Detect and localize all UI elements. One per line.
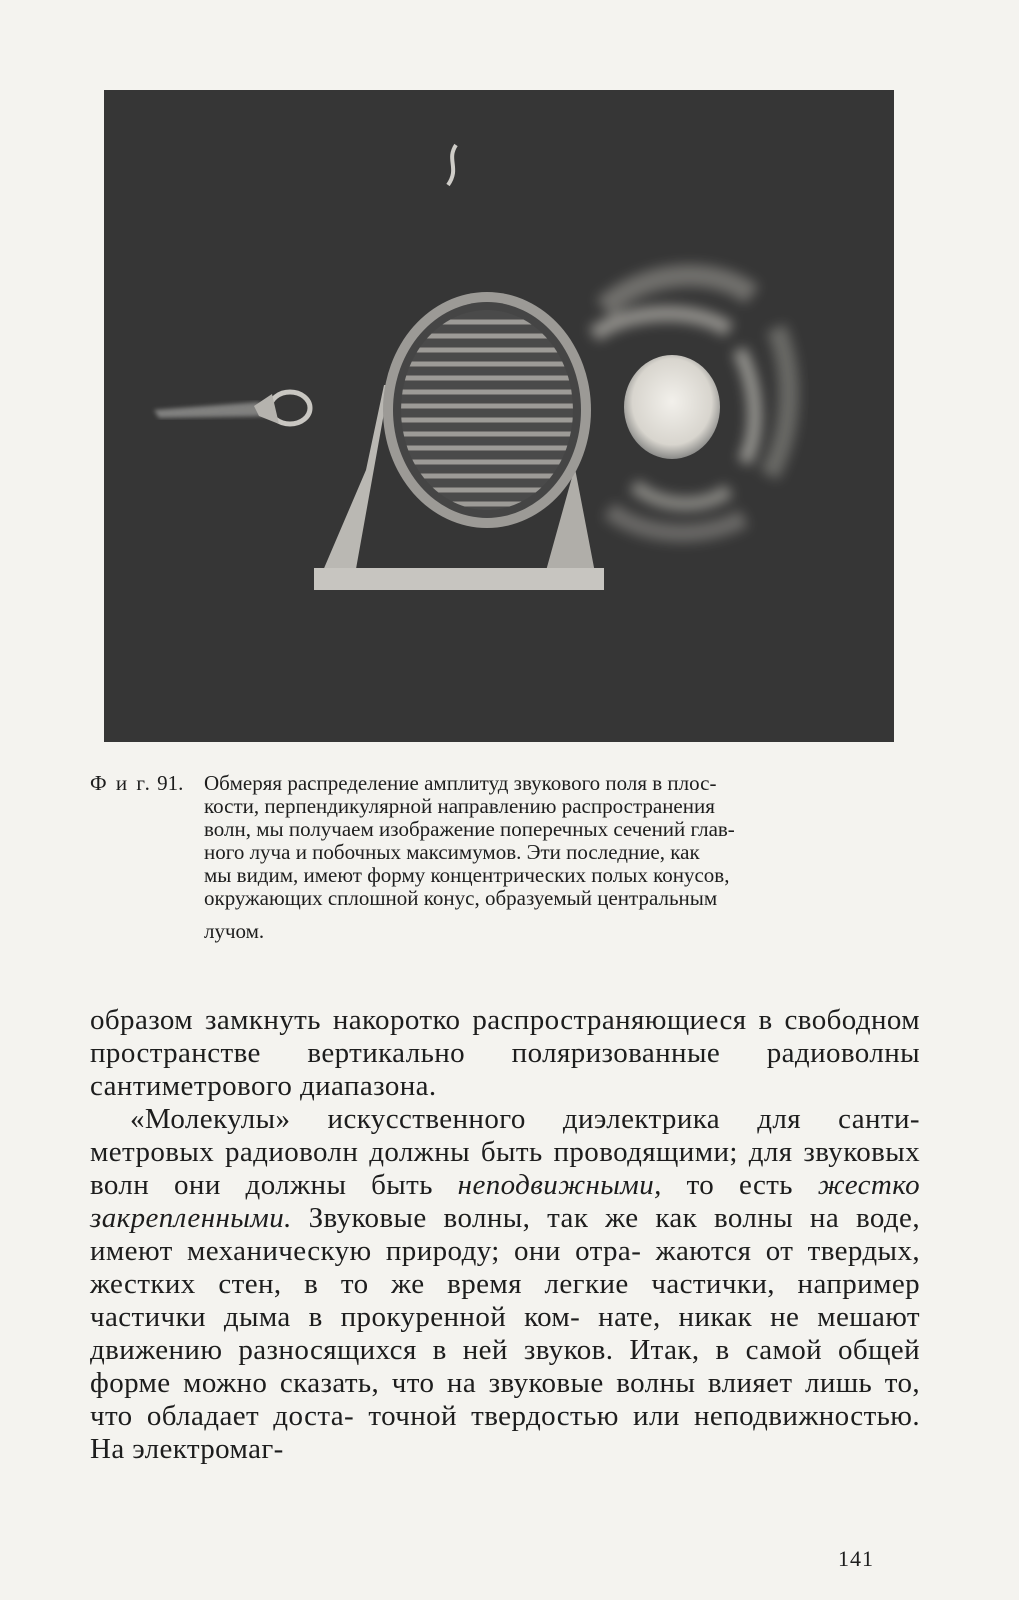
text-line: свободном пространстве вертикально поляризованные <box>90 1004 920 1069</box>
text-line: точной твердостью или неподвижностью. На электромаг- <box>90 1400 920 1465</box>
text-line: звуковых волн они должны быть <box>90 1136 920 1201</box>
text-line: Звуковые волны, так же как <box>291 1202 698 1234</box>
text-line: звуков. Итак, в самой общей форме можно сказать, что <box>90 1334 920 1399</box>
caption-line: кости, перпендикулярной направлению распространения <box>204 794 715 818</box>
text-line: то есть <box>661 1169 793 1201</box>
text-line: радиоволны сантиметрового диапазона. <box>90 1037 920 1102</box>
emphasis-text: жестко закрепленными. <box>90 1169 920 1234</box>
text-line: нате, никак не мешают движению разносящихся в ней <box>90 1301 920 1366</box>
caption-line: ного луча и побочных максимумов. Эти последние, как <box>204 840 700 864</box>
caption-line: мы видим, имеют форму концентрических полых конусов, <box>204 863 730 887</box>
figure-label: Ф и г. 91. <box>90 771 184 795</box>
caption-line: Обмеряя распределение амплитуд звукового поля в плос- <box>204 771 717 795</box>
paragraph <box>90 1103 920 1466</box>
text-line: жаются от твердых, жестких стен, в то же время легкие <box>90 1235 920 1300</box>
main-beam-core <box>624 355 720 459</box>
text-line: частички, например частички дыма в прокуренной ком- <box>90 1268 921 1333</box>
figure-caption <box>90 772 920 943</box>
figure-photograph <box>104 90 894 742</box>
caption-line: окружающих сплошной конус, образуемый центральным <box>204 886 718 910</box>
caption-line: волн, мы получаем изображение поперечных сечений глав- <box>204 817 735 841</box>
text-line: «Молекулы» искусственного диэлектрика для санти- <box>130 1103 920 1135</box>
paragraph <box>90 1004 920 1103</box>
caption-line: лучом. <box>204 919 265 943</box>
emphasis-text: неподвижными, <box>457 1169 662 1201</box>
text-line: волны на воде, имеют механическую природу; они отра- <box>90 1202 920 1267</box>
text-line: образом замкнуть накоротко распространяющиеся в <box>90 1004 773 1036</box>
text-line: метровых радиоволн должны быть проводящими; для <box>90 1136 793 1168</box>
page-number: 141 <box>838 1546 874 1571</box>
text-line: на звуковые волны влияет лишь то, что обладает доста- <box>90 1367 920 1432</box>
body-text <box>90 1004 920 1466</box>
